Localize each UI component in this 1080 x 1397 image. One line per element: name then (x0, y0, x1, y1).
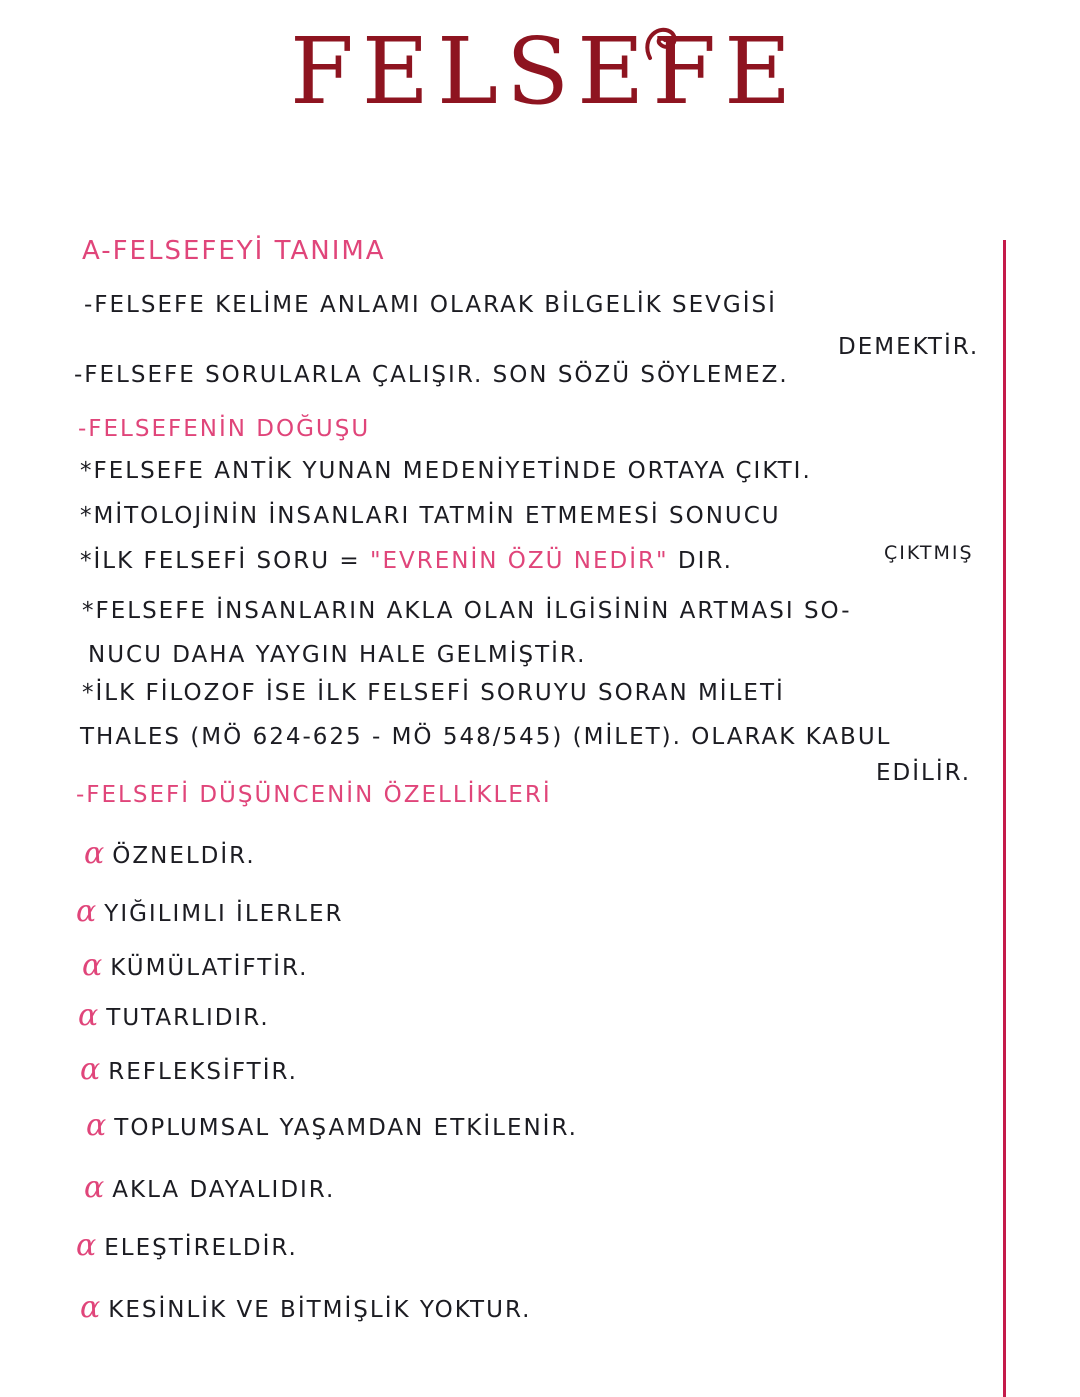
alpha-bullet-icon: α (80, 1052, 103, 1087)
page-title: FELSEFE (290, 18, 800, 125)
feature-item (78, 998, 270, 1033)
note-line: -FELSEFE SORULARLA ÇALIŞIR. SON SÖZÜ SÖYLEMEZ. (74, 362, 789, 388)
note-line: NUCU DAHA YAYGIN HALE GELMİŞTİR. (88, 642, 587, 668)
subheading-origin: -FELSEFENİN DOĞUŞU (78, 416, 371, 442)
feature-item (80, 1052, 298, 1087)
alpha-bullet-icon: α (82, 948, 105, 983)
alpha-bullet-icon: α (76, 1228, 99, 1263)
feature-text: TUTARLIDIR. (106, 1005, 270, 1031)
feature-text: ELEŞTİRELDİR. (104, 1235, 298, 1261)
first-question: "EVRENİN ÖZÜ NEDİR" (369, 548, 669, 574)
feature-text: KÜMÜLATİFTİR. (110, 955, 309, 981)
note-line: *İLK FİLOZOF İSE İLK FELSEFİ SORUYU SORAN MİLETİ (82, 680, 785, 706)
note-text: *İLK FELSEFİ SORU = (80, 548, 370, 574)
feature-item (76, 1228, 298, 1263)
feature-text: AKLA DAYALIDIR. (112, 1177, 336, 1203)
subheading-features: -FELSEFİ DÜŞÜNCENİN ÖZELLİKLERİ (76, 782, 552, 808)
note-line: -FELSEFE KELİME ANLAMI OLARAK BİLGELİK SEVGİSİ (84, 292, 777, 318)
feature-item (80, 1290, 531, 1325)
alpha-bullet-icon: α (78, 998, 101, 1033)
alpha-bullet-icon: α (84, 1170, 107, 1205)
feature-item (84, 836, 256, 871)
margin-line (1003, 240, 1006, 1397)
alpha-bullet-icon: α (76, 894, 99, 929)
feature-text: ÖZNELDİR. (112, 843, 256, 869)
feature-text: TOPLUMSAL YAŞAMDAN ETKİLENİR. (114, 1115, 578, 1141)
note-line: THALES (MÖ 624-625 - MÖ 548/545) (MİLET). OLARAK KABUL (80, 724, 892, 750)
note-line: *FELSEFE ANTİK YUNAN MEDENİYETİNDE ORTAYA ÇIKTI. (80, 458, 812, 484)
feature-item (84, 1170, 335, 1205)
feature-item (82, 948, 309, 983)
feature-text: REFLEKSİFTİR. (108, 1059, 298, 1085)
note-line: *FELSEFE İNSANLARIN AKLA OLAN İLGİSİNİN ARTMASI SO- (82, 598, 852, 624)
feature-text: KESİNLİK VE BİTMİŞLİK YOKTUR. (108, 1297, 532, 1323)
note-line (80, 548, 733, 574)
feature-item (76, 894, 344, 929)
note-line: *MİTOLOJİNİN İNSANLARI TATMİN ETMEMESİ SONUCU (80, 503, 781, 529)
section-heading: A-FELSEFEYİ TANIMA (82, 236, 386, 266)
feature-item (86, 1108, 578, 1143)
alpha-bullet-icon: α (80, 1290, 103, 1325)
title-flourish (630, 18, 680, 68)
note-line: EDİLİR. (876, 760, 972, 786)
note-line: ÇIKTMIŞ (884, 542, 974, 564)
alpha-bullet-icon: α (86, 1108, 109, 1143)
alpha-bullet-icon: α (84, 836, 107, 871)
note-line: DEMEKTİR. (838, 334, 980, 360)
feature-text: YIĞILIMLI İLERLER (104, 901, 344, 927)
note-text: DIR. (668, 548, 733, 574)
